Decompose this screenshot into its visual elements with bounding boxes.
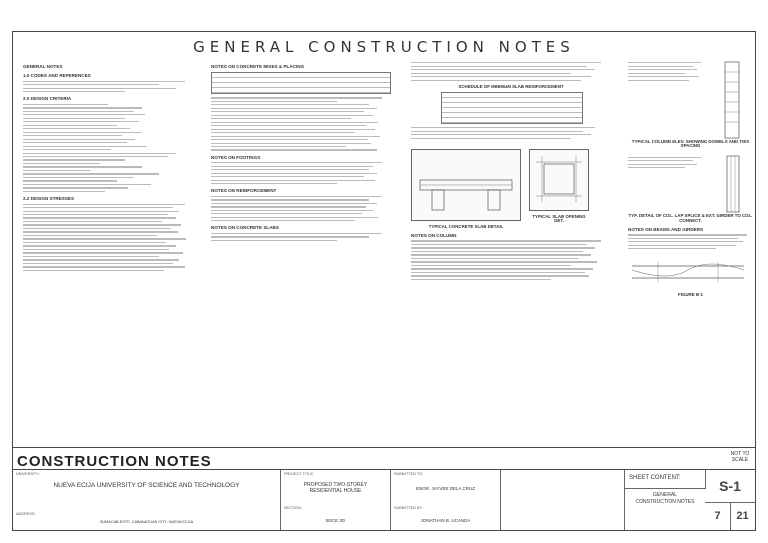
- notes-cell: [501, 470, 625, 530]
- sheet-content-caption: SHEET CONTENT:: [629, 475, 681, 481]
- page-number: 7: [705, 502, 731, 530]
- column-notes-heading: NOTES ON COLUMN: [411, 233, 457, 239]
- address: SUMACAB ESTE, CABANATUAN CITY, NUEVA ECIJA: [99, 520, 194, 524]
- footings-heading: NOTES ON FOOTINGS: [211, 154, 261, 160]
- title-block: [13, 447, 755, 530]
- figure-label: FIGURE B-1: [678, 291, 703, 297]
- slab-detail-label: TYPICAL CONCRETE SLAB DETAIL: [428, 223, 504, 229]
- reinforcement-heading: NOTES ON REINFORCEMENT: [211, 188, 277, 194]
- beam-figure-svg: [628, 252, 748, 292]
- footer-title: CONSTRUCTION NOTES: [17, 453, 212, 470]
- sheet-content: GENERAL CONSTRUCTION NOTES: [635, 492, 695, 505]
- slab-reinforcement-table: [441, 92, 583, 124]
- codes-heading: 1.0 CODES AND REFERENCES: [23, 73, 91, 79]
- submitted-to: ENGR. JAYVEE DELA CRUZ: [416, 486, 475, 491]
- slab-opening-drawing: [529, 149, 589, 211]
- scale-note: NOT TO SCALE: [730, 451, 750, 463]
- slab-opening-svg: [530, 150, 588, 208]
- university-cell: UNIVERSITY: NUEVA ECIJA UNIVERSITY OF SCIENCE AND TECHNOLOGY ADDRESS: SUMACAB ESTE, CABANATUAN CITY, NUEVA ECIJA: [13, 470, 281, 530]
- design-criteria-heading: 2.0 DESIGN CRITERIA: [23, 96, 72, 102]
- submitted-cell: SUBMITTED TO: ENGR. JAYVEE DELA CRUZ SUBMITTED BY: JONATHAN B. UCANDA: [391, 470, 501, 530]
- university-name: NUEVA ECIJA UNIVERSITY OF SCIENCE AND TECHNOLOGY: [53, 482, 240, 489]
- column-concrete-notes: [211, 60, 391, 470]
- slab-opening-label: TYPICAL SLAB OPENING DET.: [532, 213, 586, 224]
- section: BSCE 3D: [325, 518, 346, 523]
- slab-detail-drawing: [411, 149, 521, 221]
- lap-splice-svg: [713, 154, 753, 214]
- column-slab-column-notes: [411, 60, 611, 470]
- concrete-slabs-heading: NOTES ON CONCRETE SLABS: [211, 225, 279, 231]
- project-title: PROPOSED TWO-STOREY RESIDENTIAL HOUSE: [303, 482, 368, 494]
- sheet-title: GENERAL CONSTRUCTION NOTES: [193, 38, 575, 56]
- total-pages: 21: [736, 510, 749, 522]
- drawing-sheet: [12, 31, 756, 531]
- column-elevation-label: TYPICAL COLUMN ELEV. SHOWING DOWELS AND TIES SPACING: [631, 139, 750, 149]
- sheet-info-cell: [625, 470, 755, 530]
- general-notes-heading: GENERAL NOTES: [23, 64, 63, 69]
- slab-reinforcement-table-title: SCHEDULE OF MINIMUM SLAB REINFORCEMENT: [458, 83, 564, 89]
- beams-girders-heading: NOTES ON BEAMS AND GIRDERS: [628, 226, 704, 232]
- column-details: [628, 60, 753, 470]
- concrete-mixes-heading: NOTES ON CONCRETE MIXES & PLACING: [211, 64, 305, 69]
- lap-splice-label: TYP. DETAIL OF COL. LAP SPLICE & EXT. GIRDER TO COL. CONNECT.: [628, 213, 753, 223]
- sheet-number: S-1: [705, 470, 755, 503]
- column-general-notes: [23, 60, 193, 470]
- project-cell: PROJECT TITLE: PROPOSED TWO-STOREY RESIDENTIAL HOUSE SECTION: BSCE 3D: [281, 470, 391, 530]
- submitted-by: JONATHAN B. UCANDA: [420, 518, 471, 523]
- slab-detail-svg: [412, 150, 520, 218]
- column-elevation-svg: [713, 60, 753, 140]
- design-stresses-heading: 2.2 DESIGN STRESSES: [23, 196, 75, 202]
- concrete-strength-table: [211, 72, 391, 94]
- title-block-table: [13, 469, 755, 530]
